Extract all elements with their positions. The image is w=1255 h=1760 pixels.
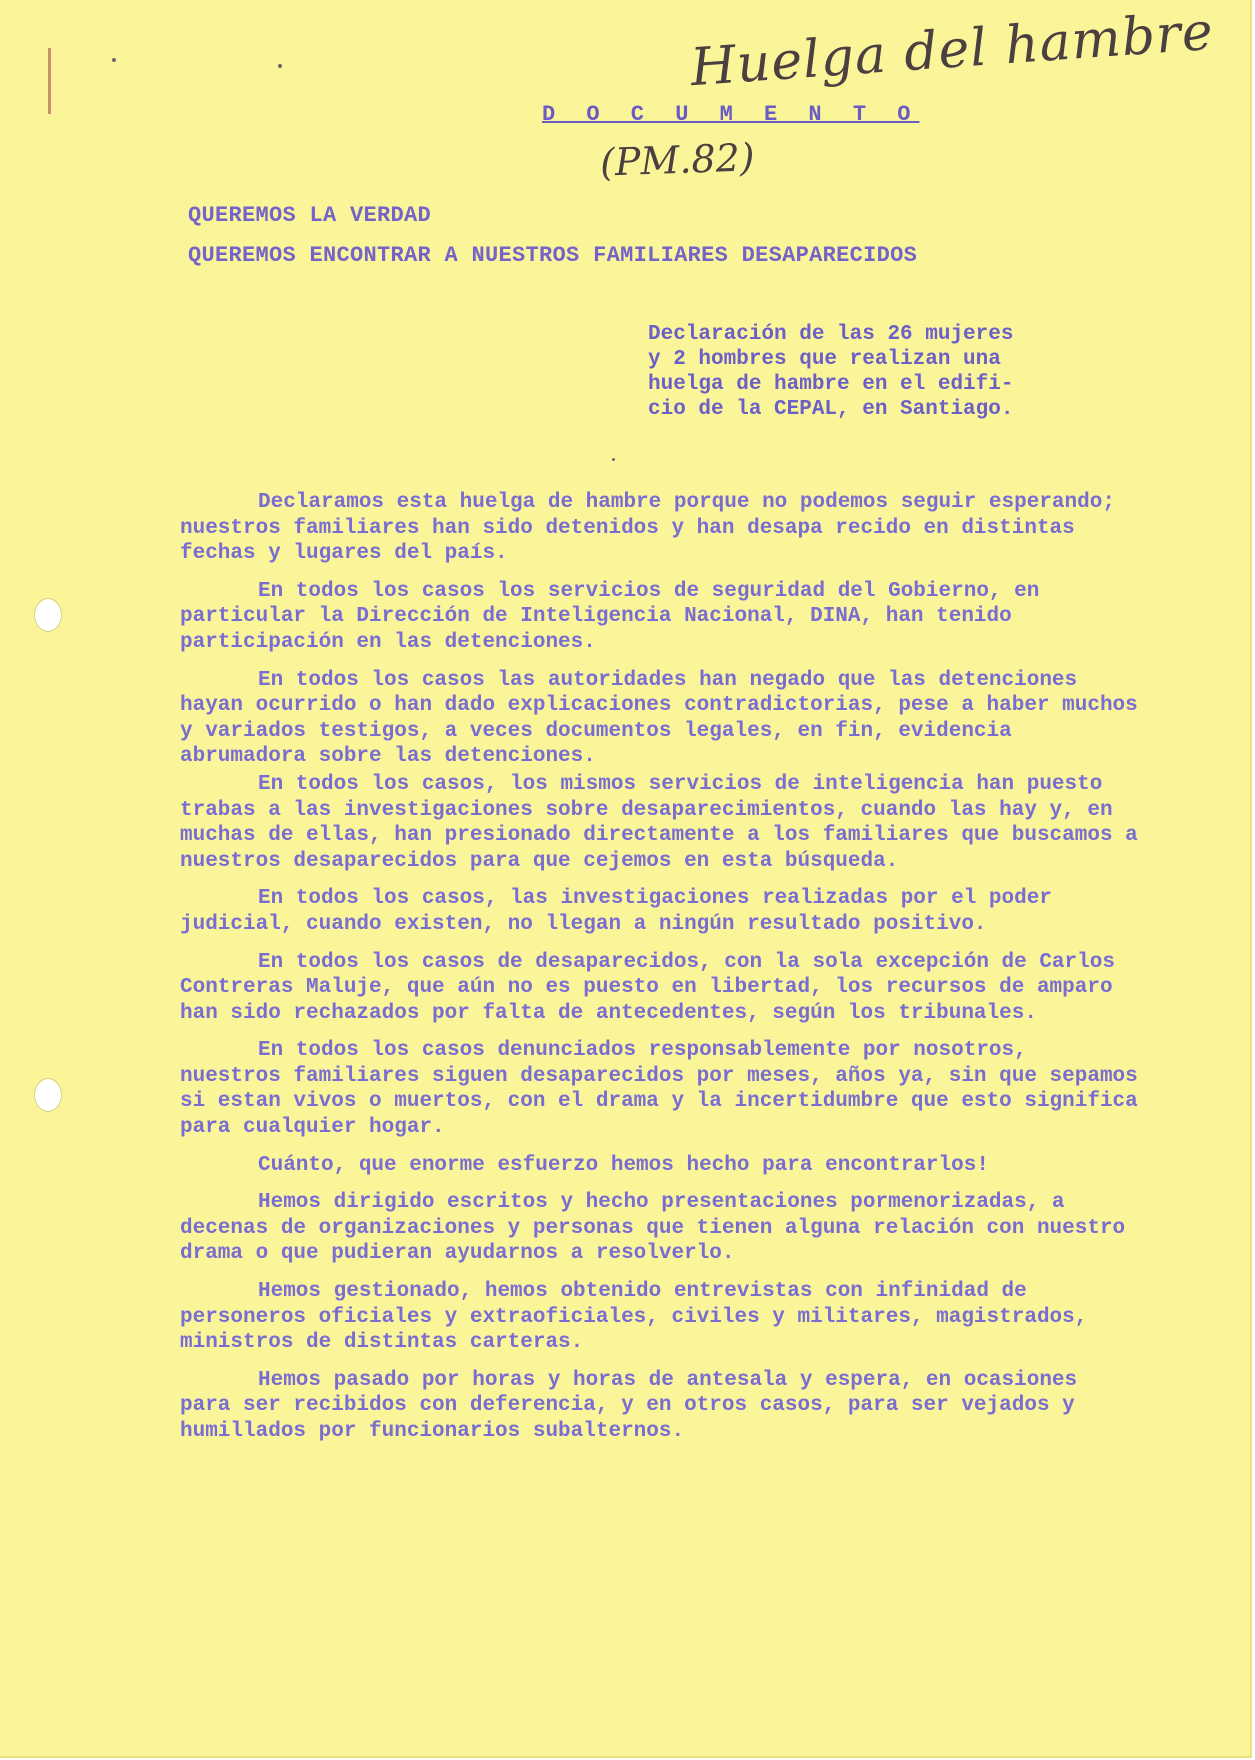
subtitle-line: huelga de hambre en el edifi- <box>648 373 1014 396</box>
headline-1: QUEREMOS LA VERDAD <box>188 203 432 228</box>
paragraph: Hemos dirigido escritos y hecho presentaciones pormenorizadas, a decenas de organizaciones y personas que tienen alguna relación con nuestro drama o que pudieran ayudarnos a resolverlo. <box>180 1191 1126 1266</box>
handwritten-reference: (PM.82) <box>599 135 756 185</box>
margin-mark <box>48 48 51 114</box>
paragraph: En todos los casos de desaparecidos, con la sola excepción de Carlos Contreras Maluje, que aún no es puesto en libertad, los recursos de amparo han sido rechazados por falta de antecedentes, según los tribunales. <box>180 950 1115 1025</box>
handwritten-note: Huelga del hambre <box>688 1 1216 99</box>
paragraph: En todos los casos, los mismos servicios de inteligencia han puesto trabas a las investigaciones sobre desaparecimientos, cuando las hay y, en muchas de ellas, han presionado directamente a los familiares que buscamos a nuestros desaparecidos para que cejemos en esta búsqueda. <box>180 772 1138 873</box>
paragraph: Declaramos esta huelga de hambre porque no podemos seguir esperando; nuestros familiares han sido detenidos y han desapa recido en distintas fechas y lugares del país. <box>180 491 1115 566</box>
body-text <box>180 490 1140 1457</box>
punch-hole <box>34 1078 62 1112</box>
subtitle-block <box>648 322 1118 422</box>
subtitle-line: Declaración de las 26 mujeres <box>648 323 1014 346</box>
paragraph: Hemos gestionado, hemos obtenido entrevistas con infinidad de personeros oficiales y extraoficiales, civiles y militares, magistrados, ministros de distintas carteras. <box>180 1280 1088 1355</box>
subtitle-line: cio de la CEPAL, en Santiago. <box>648 398 1014 421</box>
ink-speck <box>612 458 615 461</box>
document-title: D O C U M E N T O <box>542 102 920 127</box>
paragraph: En todos los casos las autoridades han negado que las detenciones hayan ocurrido o han dado explicaciones contradictorias, pese a haber muchos y variados testigos, a veces documentos legales, en fin, evidencia abrumadora sobre las detenciones. <box>180 668 1138 769</box>
ink-speck <box>112 58 116 62</box>
paragraph: Hemos pasado por horas y horas de antesala y espera, en ocasiones para ser recibidos con deferencia, y en otros casos, para ser vejados y humillados por funcionarios subalternos. <box>180 1368 1078 1443</box>
paragraph: En todos los casos denunciados responsablemente por nosotros, nuestros familiares siguen desaparecidos por meses, años ya, sin que sepamos si estan vivos o muertos, con el drama y la incertidumbre que esto significa para cualquier hogar. <box>180 1039 1138 1140</box>
subtitle-line: y 2 hombres que realizan una <box>648 348 1001 371</box>
paragraph: Cuánto, que enorme esfuerzo hemos hecho para encontrarlos! <box>258 1153 989 1177</box>
ink-speck <box>278 64 282 68</box>
headline-2: QUEREMOS ENCONTRAR A NUESTROS FAMILIARES DESAPARECIDOS <box>188 243 918 268</box>
paragraph: En todos los casos los servicios de seguridad del Gobierno, en particular la Dirección de Inteligencia Nacional, DINA, han tenido participación en las detenciones. <box>180 579 1040 654</box>
punch-hole <box>34 598 62 632</box>
paragraph: En todos los casos, las investigaciones realizadas por el poder judicial, cuando existen, no llegan a ningún resultado positivo. <box>180 887 1052 936</box>
